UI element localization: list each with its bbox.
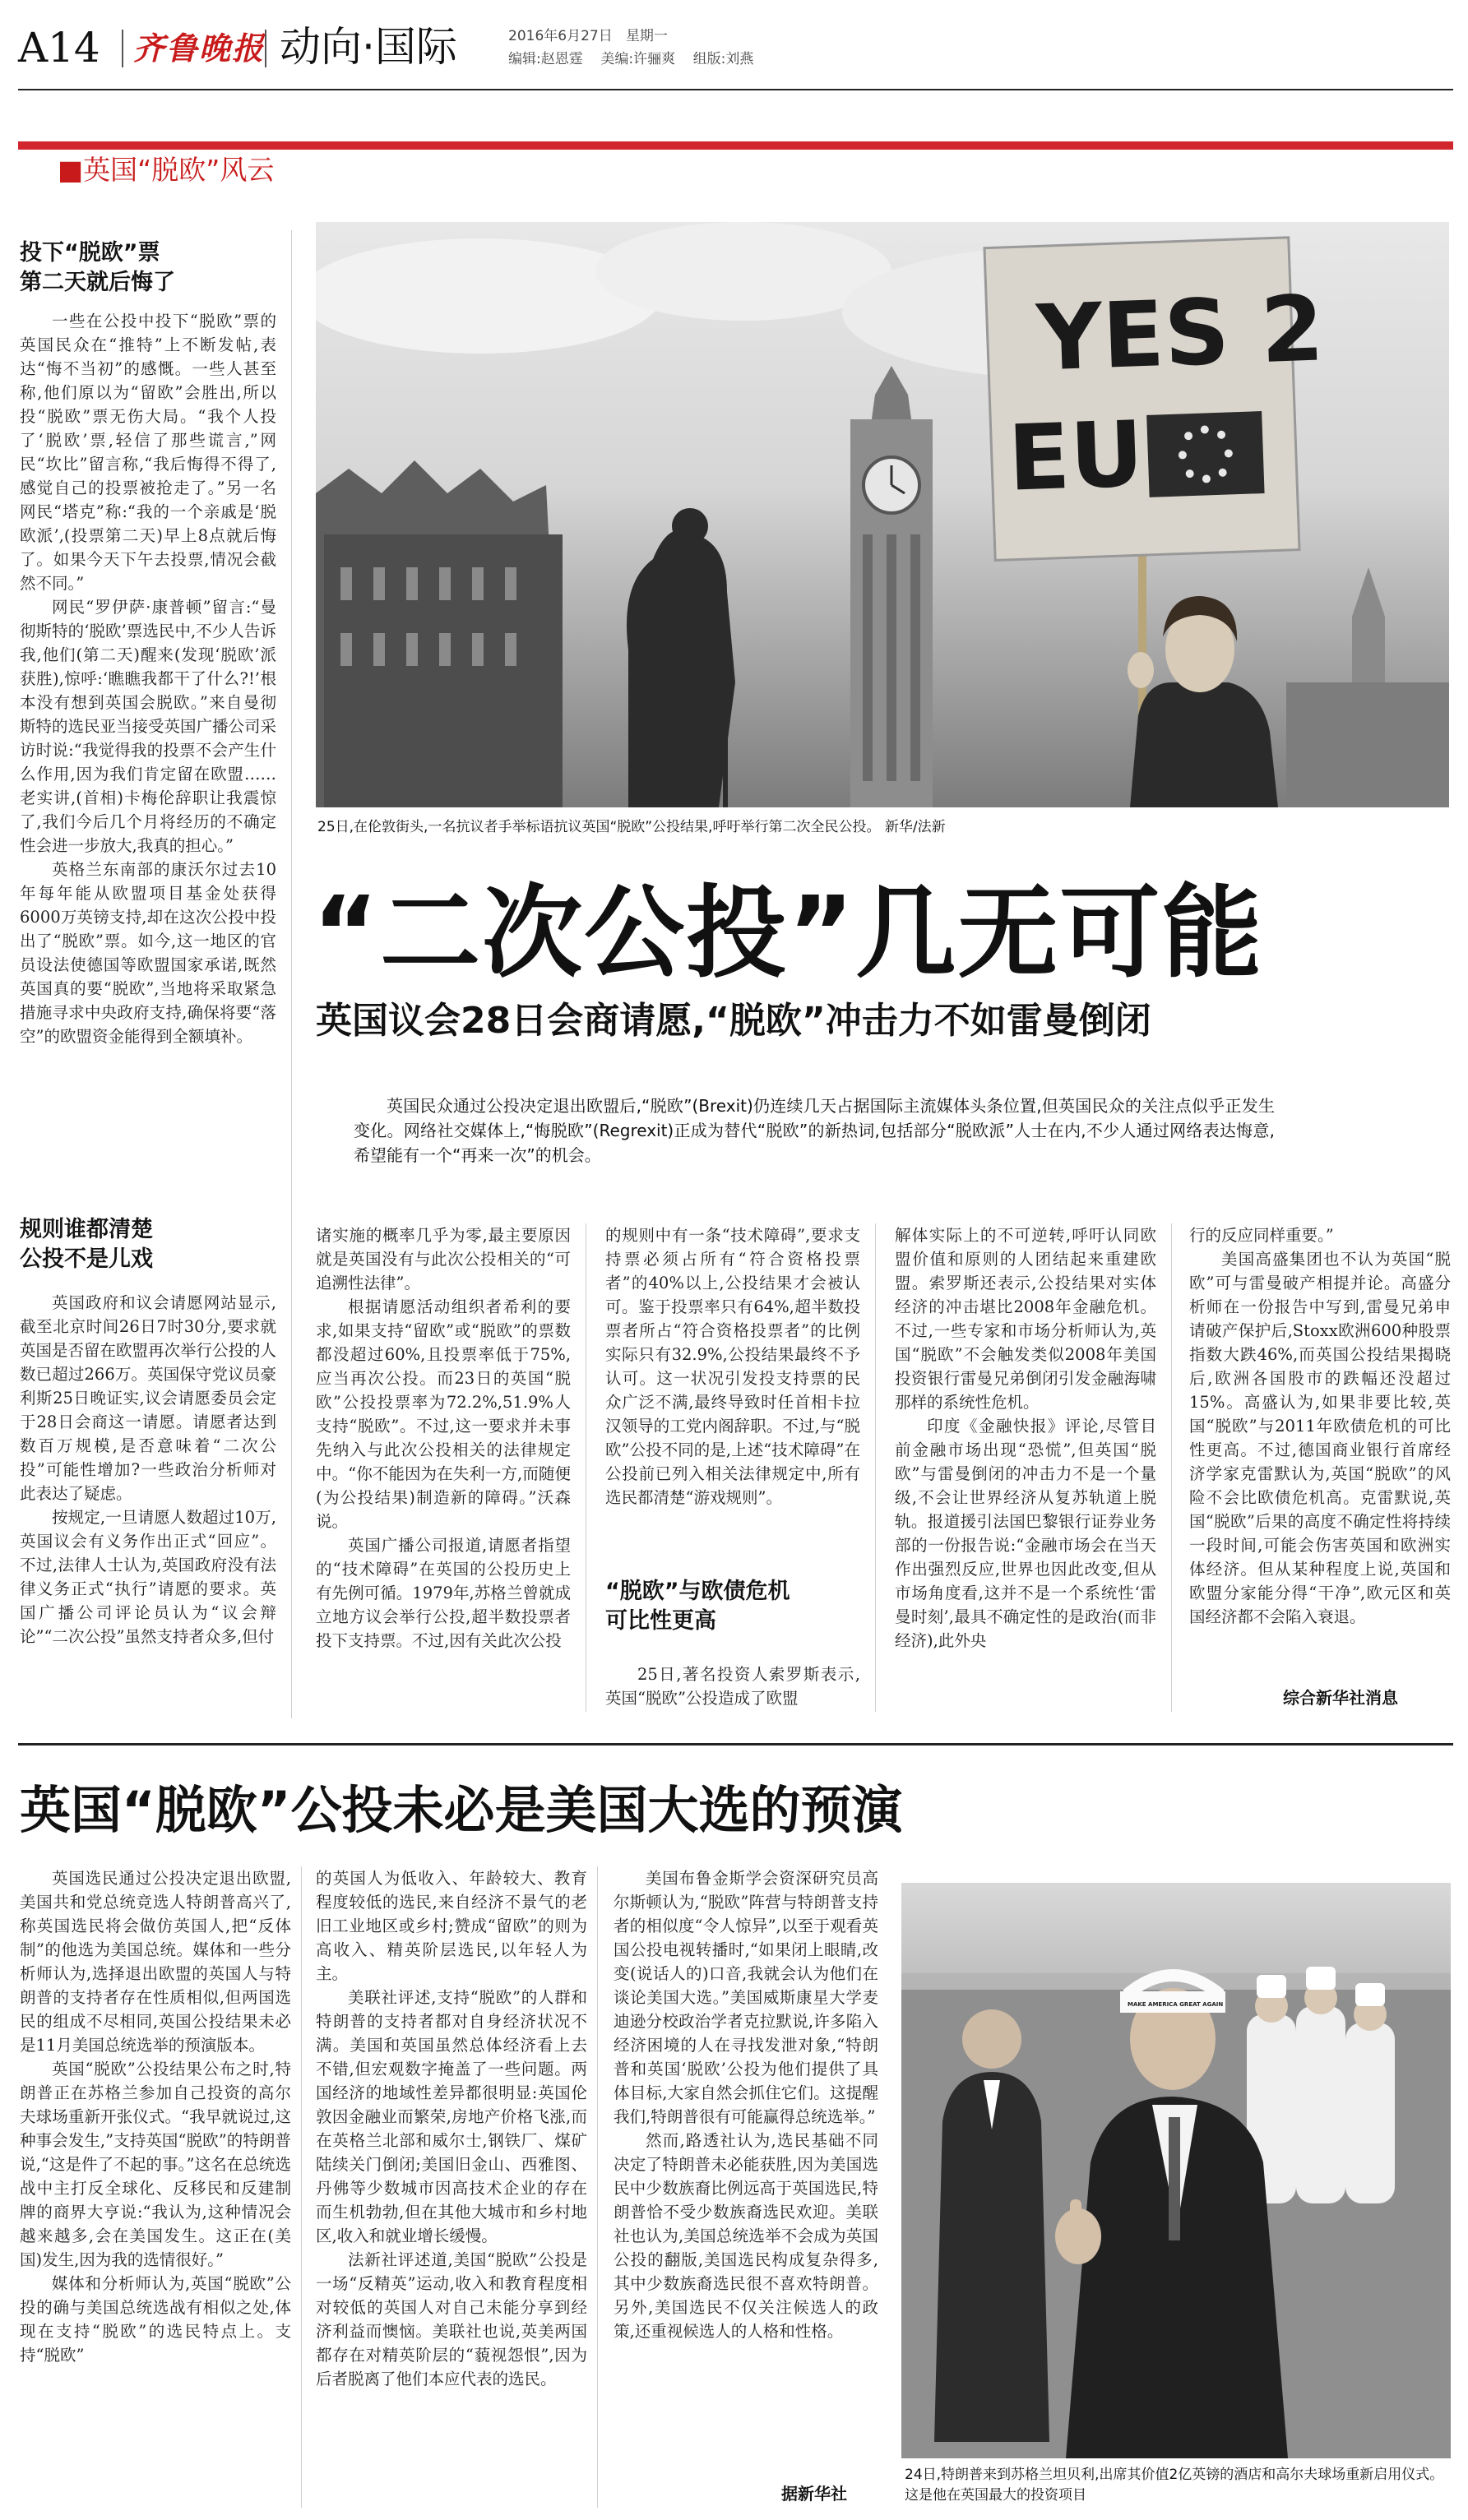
sidebar-divider [291,230,292,1718]
photo2-caption: 24日,特朗普来到苏格兰坦贝利,出席其价值2亿英镑的酒店和高尔夫球场重新启用仪式。这是他在英国最大的投资项目 [905,2467,1444,2504]
paragraph: 英国选民通过公投决定退出欧盟,美国共和党总统竞选人特朗普高兴了,称英国选民将会做仿英国人,把“反体制”的他选为美国总统。媒体和一些分析师认为,选择退出欧盟的英国人与特朗普的支持者存在性质相似,但两国选民的组成不尽相同,英国公投结果未必是11月美国总统选举的预演版本。 [20,1869,291,2055]
paragraph: 媒体和分析师认为,英国“脱欧”公投的确与美国总统选战有相似之处,体现在支持“脱欧”的选民特点上。支持“脱欧” [20,2274,291,2365]
sub-headline: 英国议会28日会商请愿,“脱欧”冲击力不如雷曼倒闭 [316,1000,1151,1042]
second-credit: 据新华社 [781,2484,847,2504]
sidebar-text-2 [20,1291,276,1712]
sidebar-head-1-line2: 第二天就后悔了 [20,270,175,295]
paragraph: 行的反应同样重要。” [1189,1226,1334,1245]
sidebar-head-2 [20,1215,291,1274]
paragraph: 英国广播公司报道,请愿者指望的“技术障碍”在英国的公投历史上有先例可循。1979年,苏格兰曾就成立地方议会举行公投,超半数投票者投下支持票。不过,因有关此次公投 [316,1536,571,1650]
trump-photo-illustration [901,1883,1451,2458]
column-divider [597,1866,598,2508]
placard-text-line2: EU [1006,401,1146,511]
paragraph: 按规定,一旦请愿人数超过10万,英国议会有义务作出正式“回应”。不过,法律人士认为,英国政府没有法律义务正式“执行”请愿的要求。英国广播公司评论员认为“议会辩论”“二次公投”虽然支持者众多,但付 [20,1508,276,1646]
paragraph: 25日,著名投资人索罗斯表示,英国“脱欧”公投造成了欧盟 [605,1665,860,1708]
column-divider [875,1223,876,1712]
paragraph: 英格兰东南部的康沃尔过去10年每年能从欧盟项目基金处获得6000万英镑支持,却在这次公投中投出了“脱欧”票。如今,这一地区的官员设法使德国等欧盟国家承诺,既然英国真的要“脱欧”,当地将采取紧急措施寻求中央政府支持,确保将要“落空”的欧盟资金能得到全额填补。 [20,860,276,1046]
paragraph: 一些在公投中投下“脱欧”票的英国民众在“推特”上不断发帖,表达“悔不当初”的感慨。一些人甚至称,他们原以为“留欧”会胜出,所以投“脱欧”票无伤大局。“我个人投了‘脱欧’票,轻信了那些谎言,”网民“坎比”留言称,“我后悔得不得了,感觉自己的投票被抢走了。”另一名网民“塔克”称:“我的一个亲戚是‘脱欧派’,(投票第二天)早上8点就后悔了。如果今天下午去投票,情况会截然不同。” [20,312,276,593]
lead-paragraph [354,1094,1275,1168]
main-column-4 [1189,1223,1451,1684]
paragraph: 美国高盛集团也不认为英国“脱欧”可与雷曼破产相提并论。高盛分析师在一份报告中写到,雷曼兄弟申请破产保护后,Stoxx欧洲600种股票指数大跌46%,而英国公投结果揭晓后,欧洲各国股市的跌幅还没超过15%。高盛认为,如果非要比较,英国“脱欧”与2011年欧债危机的可比性更高。不过,德国商业银行首席经济学家克雷默认为,英国“脱欧”的风险不会比欧债危机高。克雷默说,英国“脱欧”后果的高度不确定性将持续一段时间,可能会伤害英国和欧洲实体经济。但从某种程度上说,英国和欧盟分家能分得“干净”,欧元区和英国经济都不会陷入衰退。 [1189,1250,1451,1626]
column-divider [1171,1223,1172,1712]
main-column-3 [895,1223,1156,1712]
section-title: 动向·国际 [280,23,457,71]
main-column-2-subhead [605,1577,868,1636]
issue-date [508,26,668,46]
main-column-2 [605,1223,860,1569]
masthead-rule [18,89,1453,90]
paragraph: 英国“脱欧”公投结果公布之时,特朗普正在苏格兰参加自己投资的高尔夫球场重新开张仪式。“我早就说过,这种事会发生,”支持英国“脱欧”的特朗普说,“这是件了不起的事。”这名在总统选战中主打反全球化、反移民和反建制牌的商界大亨说:“我认为,这种情况会越来越多,会在美国发生。这正在(美国)发生,因为我的选情很好。” [20,2060,291,2269]
sidebar-text-1 [20,309,276,1181]
paragraph: 英国政府和议会请愿网站显示,截至北京时间26日7时30分,要求就英国是否留在欧盟再次举行公投的人数已超过266万。英国保守党议员豪利斯25日晚证实,议会请愿委员会定于28日会商这一请愿。请愿者达到数百万规模,是否意味着“二次公投”可能性增加?一些政治分析师对此表达了疑虑。 [20,1293,276,1503]
paragraph: 然而,路透社认为,选民基础不同决定了特朗普未必能获胜,因为美国选民中少数族裔比例远高于英国选民,特朗普恰不受少数族裔选民欢迎。美联社也认为,美国总统选举不会成为英国公投的翻版,美国选民构成复杂得多,其中少数族裔选民很不喜欢特朗普。另外,美国选民不仅关注候选人的政策,还重视候选人的人格和性格。 [614,2131,878,2341]
sidebar-head-2-line1: 规则谁都清楚 [20,1217,153,1242]
sidebar-head-1-line1: 投下“脱欧”票 [20,240,160,266]
paragraph: 的规则中有一条“技术障碍”,要求支持票必须占所有“符合资格投票者”的40%以上,公投结果才会被认可。鉴于投票率只有64%,超半数投票者所占“符合资格投票者”的比例实际只有32.9%,公投结果最终不予认可。这一状况引发投支持票的民众广泛不满,最终导致时任首相卡拉汉领导的工党内阁辞职。不过,与“脱欧”公投不同的是,上述“技术障碍”在公投前已列入相关法律规定中,所有选民都清楚“游戏规则”。 [605,1226,860,1507]
photo1-caption: 25日,在伦敦街头,一名抗议者手举标语抗议英国“脱欧”公投结果,呼吁举行第二次全民公投。 新华/法新 [317,819,946,835]
paragraph: 美国布鲁金斯学会资深研究员高尔斯顿认为,“脱欧”阵营与特朗普支持者的相似度“令人惊异”,以至于观看英国公投电视转播时,“如果闭上眼睛,改变(说话人的)口音,我就会认为他们在谈论美国大选。”美国威斯康星大学麦迪逊分校政治学者克拉默说,许多陷入经济困境的人在寻找发泄对象,“特朗普和英国‘脱欧’公投为他们提供了具体目标,大家自然会抓住它们。这提醒我们,特朗普很有可能赢得总统选举。” [614,1869,878,2126]
second-headline: 英国“脱欧”公投未必是美国大选的预演 [20,1780,903,1840]
protest-photo-illustration [316,222,1449,807]
subhead-line1: “脱欧”与欧债危机 [605,1579,790,1604]
paragraph: 印度《金融快报》评论,尽管目前金融市场出现“恐慌”,但英国“脱欧”与雷曼倒闭的冲击力不是一个量级,不会让世界经济从复苏轨道上脱轨。报道援引法国巴黎银行证券业务部的一份报告说:“金融市场会在当天作出强烈反应,世界也因此改变,但从市场角度看,这并不是一个系统性‘雷曼时刻’,最具不确定性的是政治(而非经济),此外央 [895,1417,1156,1650]
second-column-1 [20,1866,291,2508]
cap-slogan: MAKE AMERICA GREAT AGAIN [1128,2001,1224,2008]
date-text: 2016年6月27日 [508,28,613,44]
eu-flag-icon [1146,411,1264,497]
paragraph: 美联社评述,支持“脱欧”的人群和特朗普的支持者都对自身经济状况不满。美国和英国虽然总体经济看上去不错,但宏观数字掩盖了一些问题。两国经济的地域性差异都很明显:英国伦敦因金融业而繁荣,房地产价格飞涨,而在英格兰北部和威尔士,钢铁厂、煤矿陆续关门倒闭;美国旧金山、西雅图、丹佛等少数城市因高技术企业的存在而生机勃勃,但在其他大城市和乡村地区,收入和就业增长缓慢。 [316,1988,587,2245]
protest-photo [316,222,1449,807]
sidebar-head-2-line2: 公投不是儿戏 [20,1246,153,1272]
main-headline: “二次公投”几无可能 [313,875,1264,992]
weekday-text: 星期一 [625,28,668,44]
placard-text-line1: YES 2 [1035,275,1326,391]
paragraph: 解体实际上的不可逆转,呼吁认同欧盟价值和原则的人团结起来重建欧盟。索罗斯还表示,公投结果对实体经济的冲击堪比2008年金融危机。不过,一些专家和市场分析师认为,英国“脱欧”不会触发类似2008年美国投资银行雷曼兄弟倒闭引发金融海啸那样的系统性危机。 [895,1226,1156,1412]
lead-text: 英国民众通过公投决定退出欧盟后,“脱欧”(Brexit)仍连续几天占据国际主流媒体头条位置,但英国民众的关注点似乎正发生变化。网络社交媒体上,“悔脱欧”(Regrexit)正成为替代“脱欧”的新热词,包括部分“脱欧派”人士在内,不少人通过网络表达悔意,希望能有一个“再来一次”的机会。 [354,1096,1275,1165]
trump-photo [901,1883,1451,2458]
masthead-divider [265,30,266,67]
rubric-bar [18,141,1453,150]
paragraph: 的英国人为低收入、年龄较大、教育程度较低的选民,来自经济不景气的老旧工业地区或乡村;赞成“留欧”的则为高收入、精英阶层选民,以年轻人为主。 [316,1869,587,1983]
second-column-2 [316,1866,587,2508]
paragraph: 根据请愿活动组织者希利的要求,如果支持“留欧”或“脱欧”的票数都没超过60%,且投票率低于75%,应当再次公投。而23日的英国“脱欧”公投投票率为72.2%,51.9%人支持“脱欧”。不过,这一要求并未事先纳入与此次公投相关的法律规定中。“你不能因为在失利一方,而随便(为公投结果)制造新的障碍。”沃森说。 [316,1297,571,1531]
masthead [0,0,1468,90]
newspaper-logo: 齐鲁晚报 [133,30,266,67]
news-credit: 综合新华社消息 [1283,1688,1398,1708]
paragraph: 法新社评述道,美国“脱欧”公投是一场“反精英”运动,收入和教育程度相对较低的英国人对自己未能分享到经济利益而懊恼。美联社也说,英美两国都存在对精英阶层的“藐视怨恨”,因为后者脱离了他们本应代表的选民。 [316,2250,587,2388]
second-column-3 [614,1866,878,2483]
page-number: A14 [18,24,100,72]
paragraph: 诸实施的概率几乎为零,最主要原因就是英国没有与此次公投相关的“可追溯性法律”。 [316,1226,571,1292]
sidebar-head-1 [20,238,291,298]
editor-credits: 编辑:赵恩霆 美编:许骊爽 组版:刘燕 [508,51,754,67]
subhead-line2: 可比性更高 [605,1608,716,1634]
paragraph: 网民“罗伊萨·康普顿”留言:“曼彻斯特的‘脱欧’票选民中,不少人告诉我,他们(第二天)醒来(发现‘脱欧’派获胜),惊呼:‘瞧瞧我都干了什么?!’根本没有想到英国会脱欧。”来自曼彻斯特的选民亚当接受英国广播公司采访时说:“我觉得我的投票不会产生什么作用,因为我们肯定留在欧盟……老实讲,(首相)卡梅伦辞职让我震惊了,我们今后几个月将经历的不确定性会进一步放大,我真的担心。” [20,598,276,855]
masthead-divider [122,30,123,67]
section-rule [18,1743,1453,1746]
main-column-1 [316,1223,571,1712]
main-column-2b [605,1662,860,1713]
column-divider [301,1866,302,2508]
rubric-label: ■英国“脱欧”风云 [58,154,275,186]
